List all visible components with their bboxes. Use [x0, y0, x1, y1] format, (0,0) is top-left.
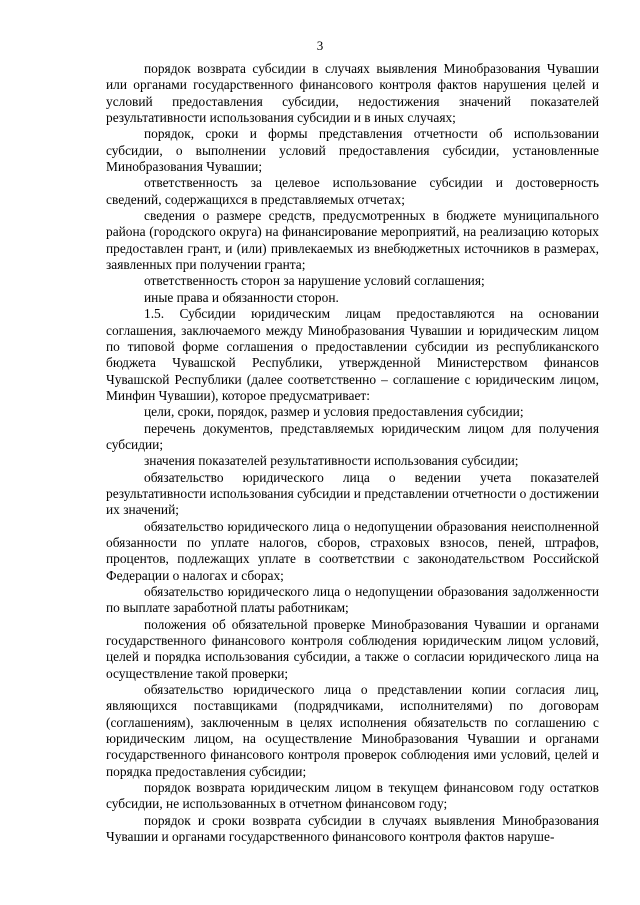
paragraph-parties-liability: ответственность сторон за нарушение условий соглашения;	[144, 273, 485, 289]
page-number: 3	[316, 38, 324, 53]
paragraph-unused-balance-return: порядок возврата юридическим лицом в текущем финансовом году остатков субсидии, не использованных в отчетном финансовом году;	[106, 780, 599, 812]
paragraph-documents-list: перечень документов, представляемых юридическим лицом для получения субсидии;	[106, 420, 599, 452]
paragraph-mandatory-audit: положения об обязательной проверке Минобразования Чувашии и органами государственного финансового контроля соблюдения юридическим лицом условий, целей и порядка использования субсидии, а также о согласии юридического лица на осуществление такой проверки;	[106, 616, 599, 681]
paragraph-budget-funds-info: сведения о размере средств, предусмотренных в бюджете муниципального района (городского округа) на финансирование мероприятий, на реализацию которых предоставлен грант, и (или) привлекаемых из внебюджетных источников в размерах, заявленных при получении гранта;	[106, 208, 599, 273]
document-body	[106, 61, 599, 846]
paragraph-supplier-consent: обязательство юридического лица о представлении копии согласия лиц, являющихся поставщиками (подрядчиками, исполнителями) по договорам (соглашениям), заключенным в целях исполнения обязательств по соглашению с юридическим лицом, на осуществление Минобразования Чувашии и органами государственного финансового контроля проверок соблюдения ими условий, целей и порядка предоставления субсидии;	[106, 682, 599, 779]
paragraph-performance-indicators: значения показателей результативности использования субсидии;	[144, 453, 519, 469]
paragraph-goals-terms: цели, сроки, порядок, размер и условия предоставления субсидии;	[144, 404, 524, 420]
paragraph-return-terms: порядок и сроки возврата субсидии в случаях выявления Минобразования Чувашии и органами государственного финансового контроля фактов наруше-	[106, 812, 599, 845]
paragraph-section-1-5: 1.5. Субсидии юридическим лицам предоставляются на основании соглашения, заключаемого между Минобразования Чувашии и юридическим лицом по типовой форме соглашения о предоставлении субсидии из республиканского бюджета Чувашской Республики, утвержденной Министерством финансов Чувашской Республики (далее соответственно – соглашение с юридическим лицом, Минфин Чувашии), которое предусматривает:	[106, 306, 599, 403]
paragraph-accounting-obligation: обязательство юридического лица о ведении учета показателей результативности использования субсидии и представлении отчетности о достижении их значений;	[106, 469, 600, 518]
paragraph-other-rights: иные права и обязанности сторон.	[144, 289, 339, 305]
paragraph-reporting-procedure: порядок, сроки и формы представления отчетности об использовании субсидии, о выполнении условий предоставления субсидии, установленные Минобразования Чувашии;	[106, 126, 599, 175]
paragraph-wage-obligation: обязательство юридического лица о недопущении образования задолженности по выплате заработной платы работникам;	[106, 584, 599, 616]
paragraph-tax-obligation: обязательство юридического лица о недопущении образования неисполненной обязанности по уплате налогов, сборов, страховых взносов, пеней, штрафов, процентов, подлежащих уплате в соответствии с законодательством Российской Федерации о налогах и сборах;	[106, 518, 599, 583]
paragraph-responsibility-use: ответственность за целевое использование субсидии и достоверность сведений, содержащихся в представляемых отчетах;	[106, 175, 599, 207]
paragraph-refund-procedure: порядок возврата субсидии в случаях выявления Минобразования Чувашии или органами государственного финансового контроля фактов нарушения целей и условий предоставления субсидии, недостижения значений показателей результативности использования субсидии и в иных случаях;	[106, 61, 599, 126]
